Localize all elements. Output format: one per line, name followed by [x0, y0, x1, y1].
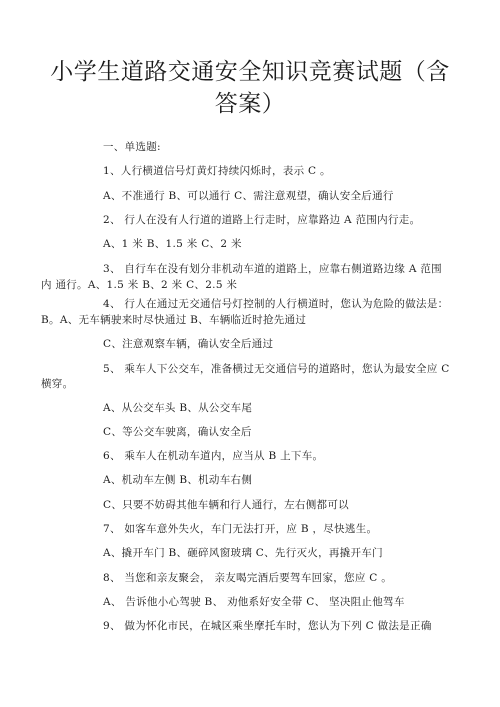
- question-3-line2: 内 通行。A、1.5 米 B、2 米 C、2.5 米: [41, 279, 238, 291]
- question-7: 7、 如客车意外失火，车门无法打开，应 B ，尽快逃生。: [103, 523, 378, 535]
- question-4-line2: B。A、无车辆驶来时尽快通过 B、车辆临近时抢先通过: [41, 314, 307, 326]
- question-4-line3: C、注意观察车辆，确认安全后通过: [103, 338, 274, 350]
- question-3-line1: 3、 自行车在没有划分非机动车道的道路上，应靠右侧道路边缘 A 范围: [103, 263, 442, 275]
- question-9: 9、 做为怀化市民，在城区乘坐摩托车时，您认为下列 C 做法是正确: [103, 620, 432, 632]
- document-title-line2: 答案）: [214, 91, 286, 117]
- question-5-options2: C、等公交车驶离，确认安全后: [103, 426, 252, 438]
- question-5-line2: 横穿。: [41, 378, 74, 390]
- section-heading: 一、单选题:: [103, 141, 161, 153]
- question-5-line1: 5、 乘车人下公交车，准备横过无交通信号的道路时，您认为最安全应 C: [103, 363, 450, 375]
- question-1: 1、人行横道信号灯黄灯持续闪烁时，表示 C 。: [103, 165, 331, 177]
- question-2: 2、 行人在没有人行道的道路上行走时，应靠路边 A 范围内行走。: [103, 214, 421, 226]
- question-8: 8、 当您和亲友聚会， 亲友喝完酒后要驾车回家，您应 C 。: [103, 572, 393, 584]
- question-6: 6、 乘车人在机动车道内，应当从 B 上下车。: [103, 450, 324, 462]
- question-6-options1: A、机动车左侧 B、机动车右侧: [103, 474, 253, 486]
- document-title-line1: 小学生道路交通安全知识竞赛试题（含: [50, 59, 450, 85]
- question-5-options1: A、从公交车头 B、从公交车尾: [103, 402, 253, 414]
- question-6-options2: C、只要不妨碍其他车辆和行人通行，左右侧都可以: [103, 499, 349, 511]
- question-4-line1: 4、 行人在通过无交通信号灯控制的人行横道时，您认为危险的做法是：: [103, 298, 449, 310]
- question-7-options: A、撬开车门 B、砸碎风窗玻璃 C、先行灭火，再撬开车门: [103, 547, 383, 559]
- question-1-options: A、不准通行 B、可以通行 C、需注意观望，确认安全后通行: [103, 190, 394, 202]
- question-2-options: A、1 米 B、1.5 米 C、2 米: [103, 238, 242, 250]
- question-8-options: A、 告诉他小心驾驶 B、 劝他系好安全带 C、 坚决阻止他驾车: [103, 596, 405, 608]
